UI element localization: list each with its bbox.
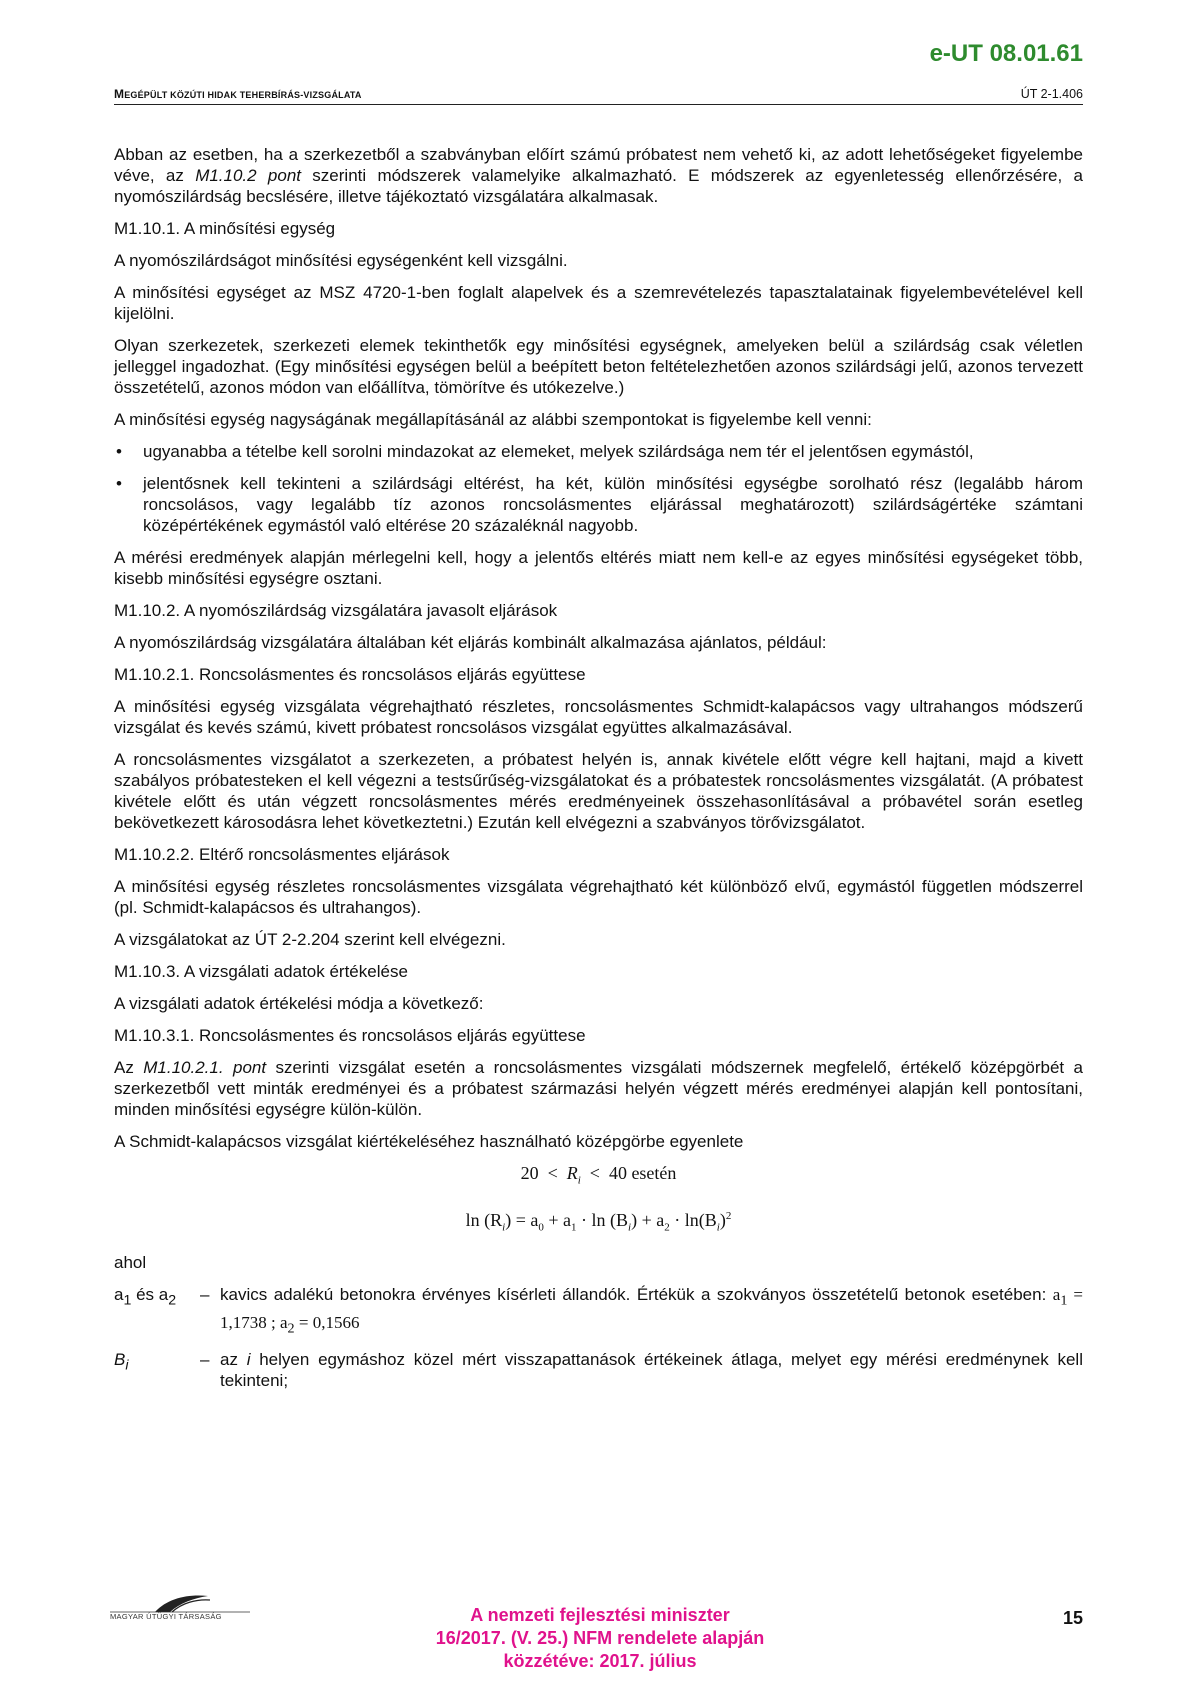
paragraph: A minősítési egységet az MSZ 4720-1-ben foglalt alapelvek és a szemrevételezés tapasztalatainak figyelembevételével kell kijelölni. — [114, 283, 1083, 323]
paragraph: A roncsolásmentes vizsgálatot a szerkezeten, a próbatest helyén is, annak kivétele előtt végre kell hajtani, majd a kivett szabályos próbatesteken el kell végezni a testsűrűség-vizsgálatokat és a próbatestek roncsolásmentes vizsgálatát. (A próbatest kivétele előtt és után végzett roncsolásmentes mérés eredményeinek összehasonlításával a próbavétel során esetleg bekövetkezett károsodásra lehet következtetni.) Ezután kell elvégezni a szabványos törővizsgálatot. — [114, 750, 1083, 832]
definition-term: $B_i$ — [114, 1349, 129, 1374]
formula-condition: $20 < R_i < 40$ esetén — [520, 1163, 677, 1187]
publication-note: A nemzeti fejlesztési miniszter 16/2017. (V. 25.) NFM rendelete alapján közzétéve: 2017. július — [435, 1605, 765, 1671]
paragraph: A mérési eredmények alapján mérlegelni kell, hogy a jelentős eltérés miatt nem kell-e az egyes minősítési egységeket több, kisebb minősítési egységre osztani. — [114, 548, 1083, 588]
section-heading-m1-10-2-2: M1.10.2.2. Eltérő roncsolásmentes eljárások — [114, 845, 450, 864]
where-label: ahol — [114, 1253, 147, 1273]
list-item: • jelentősnek kell tekinteni a szilárdsági eltérést, ha két, külön minősítési egységbe sorolható rész (legalább három roncsolásos, vagy legalább tíz azonos roncsolásmentes eljárással meghatározott) szilárdságértéke számtani középértékének egymástól való eltérése 20 százaléknál nagyobb. — [116, 474, 1083, 535]
paragraph: A vizsgálati adatok értékelési módja a következő: — [114, 994, 484, 1013]
paragraph: A minősítési egység vizsgálata végrehajtható részletes, roncsolásmentes Schmidt-kalapácsos vagy ultrahangos módszerű vizsgálat és kevés számú, kivett próbatest roncsolásos vizsgálat együttes alkalmazásával. — [114, 697, 1083, 737]
document-code: e-UT 08.01.61 — [929, 40, 1083, 67]
paragraph: A vizsgálatokat az ÚT 2-2.204 szerint kell elvégezni. — [114, 930, 506, 949]
section-heading-m1-10-1: M1.10.1. A minősítési egység — [114, 219, 336, 238]
formula-regression: $\ln (R_i) = a_0 + a_1 \cdot \ln (B_i) + a_2 \cdot \ln(B_i)^2$ — [465, 1209, 732, 1234]
running-title: MEGÉPÜLT KÖZÚTI HIDAK TEHERBÍRÁS-VIZSGÁLATA — [114, 87, 362, 101]
section-heading-m1-10-2: M1.10.2. A nyomószilárdság vizsgálatára javasolt eljárások — [114, 601, 558, 620]
paragraph: A nyomószilárdságot minősítési egységenként kell vizsgálni. — [114, 251, 568, 270]
paragraph: A Schmidt-kalapácsos vizsgálat kiértékeléséhez használható középgörbe egyenlete — [114, 1132, 744, 1151]
definition-text: az i helyen egymáshoz közel mért visszapattanások értékeinek átlaga, melyet egy mérési eredménynek kell tekinteni; — [220, 1349, 1083, 1390]
paragraph-intro: Abban az esetben, ha a szerkezetből a szabványban előírt számú próbatest nem vehető ki, az adott lehetőségeket figyelembe véve, az M1.10.2 pont szerinti módszerek valamelyike alkalmazható. E módszerek az egyenletesség ellenőrzésére, a nyomószilárdság becslésére, illetve tájékoztató vizsgálatára alkalmasak. — [114, 145, 1083, 206]
section-heading-m1-10-2-1: M1.10.2.1. Roncsolásmentes és roncsolásos eljárás együttese — [114, 665, 586, 684]
definition-dash: – — [200, 1285, 210, 1305]
document-reference: ÚT 2-1.406 — [1020, 87, 1083, 101]
bullet-icon: • — [116, 474, 122, 493]
definition-list — [114, 1284, 1083, 1391]
page-body — [114, 144, 1083, 1401]
page-number: 15 — [1062, 1608, 1083, 1628]
definition-term: $a_1$ és $a_2$ — [114, 1285, 177, 1309]
definition-text: kavics adalékú betonokra érvényes kísérleti állandók. Értékük a szokványos összetételű betonok esetében: $a_1 = 1,1738$ ; $a_2 = 0,1566$ — [220, 1285, 1083, 1336]
bullet-icon: • — [116, 442, 122, 461]
paragraph: Az M1.10.2.1. pont szerinti vizsgálat esetén a roncsolásmentes vizsgálati módszernek megfelelő, értékelő középgörbét a szerkezetből vett minták eredményei és a próbatest származási helyén végzett mérés eredményei alapján kell pontosítani, minden minősítési egységre külön-külön. — [114, 1058, 1084, 1119]
logo-text: MAGYAR ÚTÜGYI TÁRSASÁG — [110, 1612, 222, 1621]
definition-dash: – — [200, 1349, 210, 1369]
section-heading-m1-10-3-1: M1.10.3.1. Roncsolásmentes és roncsolásos eljárás együttese — [114, 1026, 586, 1045]
section-heading-m1-10-3: M1.10.3. A vizsgálati adatok értékelése — [114, 962, 408, 981]
paragraph: A minősítési egység részletes roncsolásmentes vizsgálata végrehajtható két különböző elvű, egymástól független módszerrel (pl. Schmidt-kalapácsos és ultrahangos). — [114, 877, 1083, 917]
definition-item — [114, 1349, 1083, 1391]
bullet-list — [114, 441, 1083, 536]
list-item: • ugyanabba a tételbe kell sorolni mindazokat az elemeket, melyek szilárdsága nem tér el jelentősen egymástól, — [116, 442, 974, 461]
publisher-logo — [110, 1592, 250, 1632]
definition-item — [114, 1284, 1083, 1339]
paragraph: A nyomószilárdság vizsgálatára általában két eljárás kombinált alkalmazása ajánlatos, például: — [114, 633, 827, 652]
running-header — [114, 86, 1083, 105]
paragraph: Olyan szerkezetek, szerkezeti elemek tekinthetők egy minősítési egységnek, amelyeken belül a szilárdság csak véletlen jelleggel ingadozhat. (Egy minősítési egységen belül a beépített beton feltételezhetően azonos szilárdsági jelű, azonos tervezett összetételű, azonos módon van előállítva, tömörítve és utókezelve.) — [114, 336, 1083, 397]
paragraph: A minősítési egység nagyságának megállapításánál az alábbi szempontokat is figyelembe kell venni: — [114, 410, 872, 429]
